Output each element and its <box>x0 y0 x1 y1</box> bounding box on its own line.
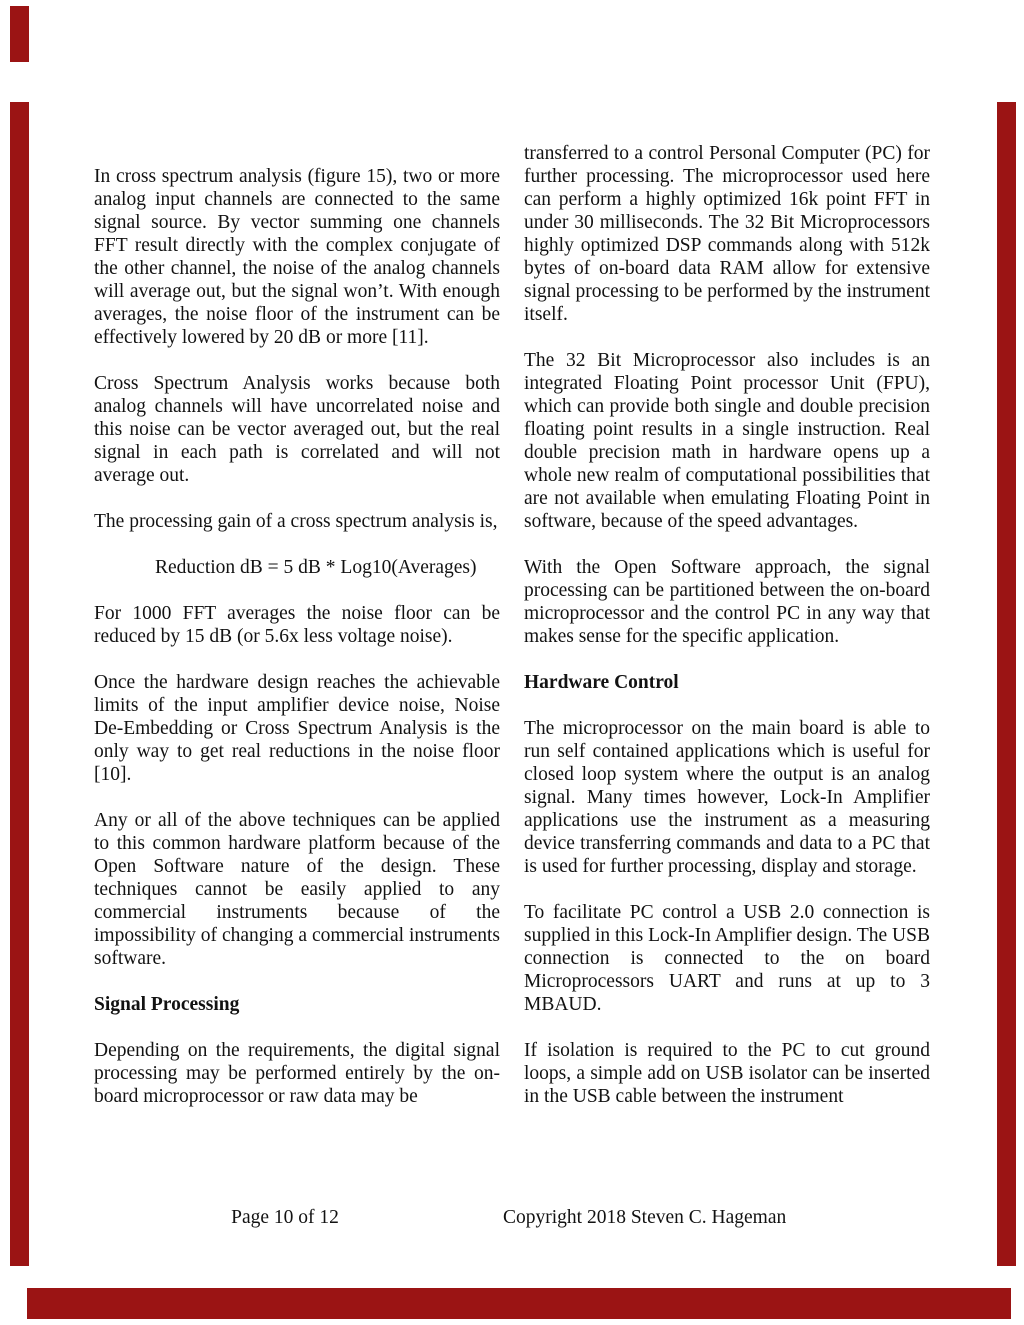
paragraph-fpu: The 32 Bit Microprocessor also includes is an integrated Floating Point processor Unit (FPU), which can provide both single and double precision floating point results in a single instruction. Real double precision math in hardware opens up a whole new realm of computational possibilities that are not available when emulating Floating Point in software, because of the speed advantages. <box>524 350 930 532</box>
section-heading-signal-processing: Signal Processing <box>94 994 240 1015</box>
red-edge-bar-bottom <box>27 1288 1011 1319</box>
paragraph-transferred: transferred to a control Personal Computer (PC) for further processing. The microprocessor used here can perform a highly optimized 16k point FFT in under 30 milliseconds. The 32 Bit Microprocessors highly optimized DSP commands along with 512k bytes of on-board data RAM allow for extensive signal processing to be performed by the instrument itself. <box>524 143 930 325</box>
paragraph-isolation: If isolation is required to the PC to cut ground loops, a simple add on USB isolator can be inserted in the USB cable between the instrument <box>524 1040 930 1107</box>
paragraph-cross-spectrum-intro: In cross spectrum analysis (figure 15), two or more analog input channels are connected to the same signal source. By vector summing one channels FFT result directly with the complex conjugate of the other channel, the noise of the analog channels will average out, but the signal won’t. With enough averages, the noise floor of the instrument can be effectively lowered by 20 dB or more [11]. <box>94 166 500 348</box>
paragraph-depending: Depending on the requirements, the digital signal processing may be performed entirely by the on-board microprocessor or raw data may be <box>94 1040 500 1107</box>
red-edge-bar-right <box>997 102 1016 1266</box>
paragraph-main-board: The microprocessor on the main board is able to run self contained applications which is useful for closed loop system where the output is an analog signal. Many times however, Lock-In Amplifier applications use the instrument as a measuring device transferring commands and data to a PC that is used for further processing, display and storage. <box>524 718 930 877</box>
paragraph-1000-averages: For 1000 FFT averages the noise floor can be reduced by 15 dB (or 5.6x less voltage noise). <box>94 603 500 647</box>
equation-reduction-db: Reduction dB = 5 dB * Log10(Averages) <box>155 557 477 578</box>
paragraph-processing-gain: The processing gain of a cross spectrum analysis is, <box>94 511 498 532</box>
red-edge-bar-left <box>10 102 29 1266</box>
paragraph-partitioned: With the Open Software approach, the signal processing can be partitioned between the on-board microprocessor and the control PC in any way that makes sense for the specific application. <box>524 557 930 647</box>
paragraph-cross-spectrum-why: Cross Spectrum Analysis works because both analog channels will have uncorrelated noise and this noise can be vector averaged out, but the real signal in each path is correlated and will not average out. <box>94 373 500 486</box>
section-heading-hardware-control: Hardware Control <box>524 672 679 693</box>
footer-page-number: Page 10 of 12 <box>231 1207 339 1228</box>
right-column <box>524 142 930 1131</box>
paragraph-hardware-limits: Once the hardware design reaches the achievable limits of the input amplifier device noise, Noise De-Embedding or Cross Spectrum Analysis is the only way to get real reductions in the noise floor [10]. <box>94 672 500 785</box>
paragraph-usb: To facilitate PC control a USB 2.0 connection is supplied in this Lock-In Amplifier design. The USB connection is connected to the on board Microprocessors UART and runs at up to 3 MBAUD. <box>524 902 930 1015</box>
red-edge-bar-top-left <box>10 6 29 62</box>
left-column <box>94 165 500 1131</box>
paragraph-open-software: Any or all of the above techniques can be applied to this common hardware platform because of the Open Software nature of the design. These techniques cannot be easily applied to any commercial instruments because of the impossibility of changing a commercial instruments software. <box>94 810 500 969</box>
footer-copyright: Copyright 2018 Steven C. Hageman <box>503 1207 787 1228</box>
